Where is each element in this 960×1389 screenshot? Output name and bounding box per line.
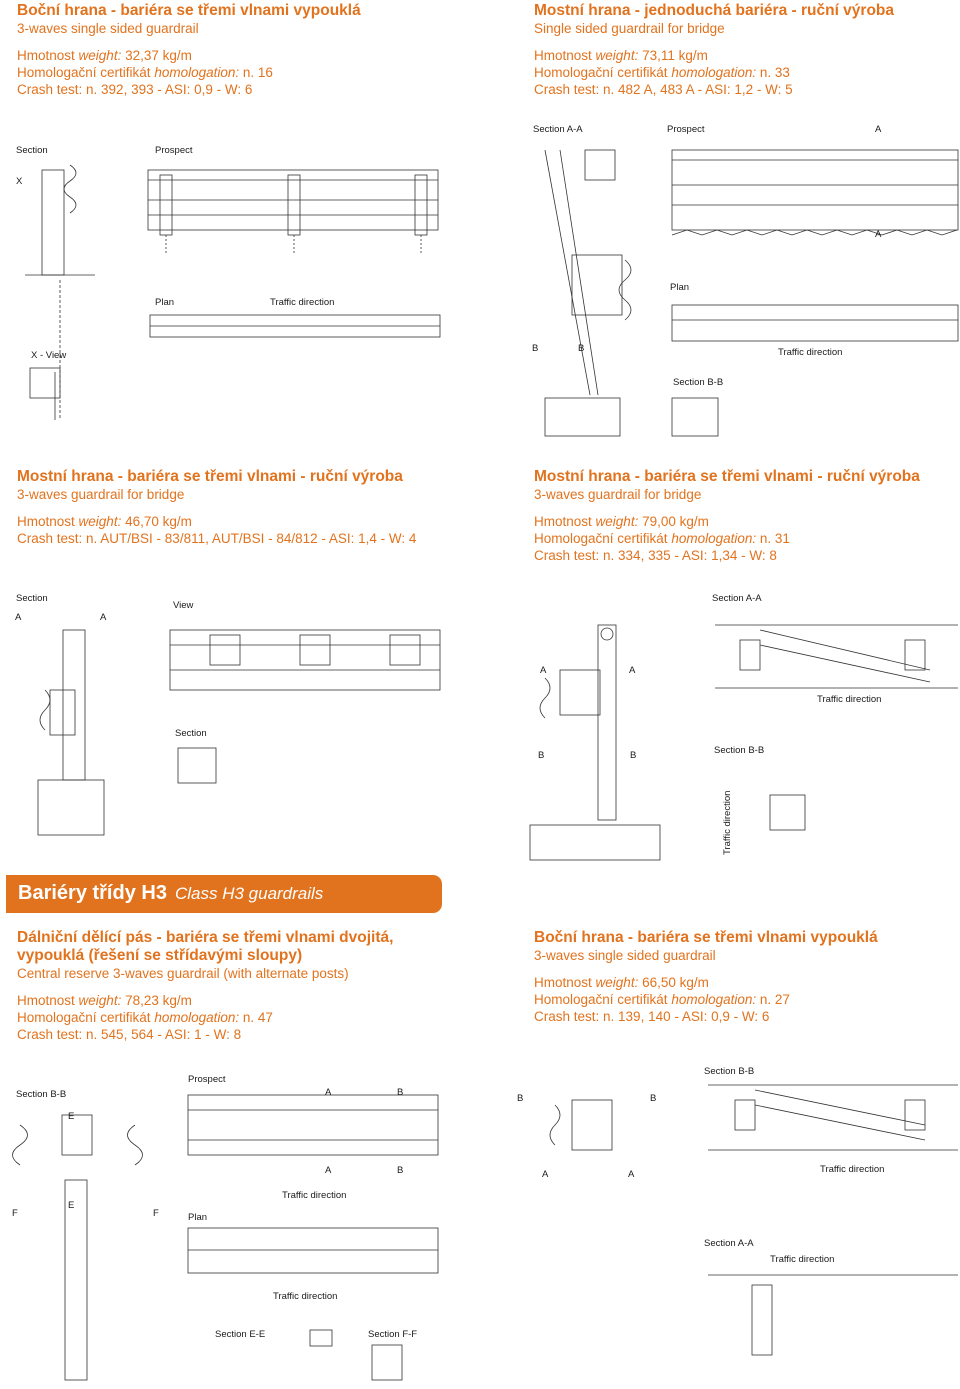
- drawing-4: [530, 625, 958, 860]
- spec-weight: Hmotnost weight: 46,70 kg/m: [17, 514, 192, 529]
- label-traffic-direction: Traffic direction: [282, 1190, 347, 1201]
- label-prospect: Prospect: [188, 1074, 226, 1085]
- spec-weight: Hmotnost weight: 66,50 kg/m: [534, 975, 709, 990]
- label-a: A: [542, 1169, 549, 1180]
- label-view: View: [173, 600, 194, 611]
- product-title: Mostní hrana - bariéra se třemi vlnami - ruční výroba: [534, 468, 920, 485]
- label-e: E: [68, 1200, 75, 1211]
- product-title: Mostní hrana - jednoduchá bariéra - ruční výroba: [534, 2, 895, 19]
- label-b: B: [630, 750, 637, 761]
- spec-crash-test: Crash test: n. 139, 140 - ASI: 0,9 - W: 6: [534, 1009, 770, 1024]
- label-traffic-direction: Traffic direction: [778, 347, 843, 358]
- label-plan: Plan: [188, 1212, 208, 1223]
- label-f: F: [153, 1208, 159, 1219]
- label-traffic-direction: Traffic direction: [817, 694, 882, 705]
- product-title: Mostní hrana - bariéra se třemi vlnami - ruční výroba: [17, 468, 403, 485]
- label-b: B: [650, 1093, 657, 1104]
- drawing-2: [545, 150, 958, 436]
- label-section-ee: Section E-E: [215, 1329, 266, 1340]
- label-prospect: Prospect: [667, 124, 705, 135]
- label-section: Section: [16, 593, 48, 604]
- label-a: A: [100, 612, 107, 623]
- spec-crash-test: Crash test: n. 392, 393 - ASI: 0,9 - W: 6: [17, 82, 253, 97]
- product-subtitle: 3-waves single sided guardrail: [534, 948, 716, 963]
- spec-crash-test: Crash test: n. 482 A, 483 A - ASI: 1,2 - W: 5: [534, 82, 793, 97]
- label-a: A: [628, 1169, 635, 1180]
- label-a: A: [629, 665, 636, 676]
- banner-title-cz: Bariéry třídy H3: [18, 882, 167, 904]
- label-b: B: [397, 1165, 404, 1176]
- label-section: Section: [175, 728, 207, 739]
- label-section-bb: Section B-B: [704, 1066, 755, 1077]
- label-traffic-direction: Traffic direction: [770, 1254, 835, 1265]
- product-subtitle: Central reserve 3-waves guardrail (with alternate posts): [17, 966, 349, 981]
- label-section: Section: [16, 145, 48, 156]
- label-traffic-direction: Traffic direction: [270, 297, 335, 308]
- label-b: B: [517, 1093, 524, 1104]
- spec-homologation: Homologační certifikát homologation: n. 47: [17, 1010, 273, 1025]
- drawing-3: [38, 630, 440, 835]
- label-section-ff: Section F-F: [368, 1329, 418, 1340]
- label-a: A: [325, 1087, 332, 1098]
- label-x-view: X - View: [31, 350, 67, 361]
- spec-weight: Hmotnost weight: 73,11 kg/m: [534, 48, 708, 63]
- label-section-bb: Section B-B: [673, 377, 724, 388]
- spec-crash-test: Crash test: n. AUT/BSI - 83/811, AUT/BSI - 84/812 - ASI: 1,4 - W: 4: [17, 531, 417, 546]
- label-e: E: [68, 1111, 75, 1122]
- label-section-aa: Section A-A: [533, 124, 583, 135]
- label-section-aa: Section A-A: [712, 593, 762, 604]
- drawing-1: [25, 165, 440, 420]
- spec-weight: Hmotnost weight: 32,37 kg/m: [17, 48, 192, 63]
- label-x: X: [16, 176, 23, 187]
- product-subtitle: 3-waves guardrail for bridge: [534, 487, 702, 502]
- spec-weight: Hmotnost weight: 79,00 kg/m: [534, 514, 709, 529]
- label-b: B: [578, 343, 585, 354]
- spec-weight: Hmotnost weight: 78,23 kg/m: [17, 993, 192, 1008]
- label-section-aa: Section A-A: [704, 1238, 754, 1249]
- label-plan: Plan: [670, 282, 690, 293]
- label-section-bb: Section B-B: [714, 745, 765, 756]
- product-title: Dálniční dělící pás - bariéra se třemi vlnami dvojitá, vypouklá (řešení se střídavými sloupy): [17, 929, 394, 964]
- label-a: A: [875, 124, 882, 135]
- label-a: A: [325, 1165, 332, 1176]
- product-title: Boční hrana - bariéra se třemi vlnami vypouklá: [534, 929, 878, 946]
- product-title: Boční hrana - bariéra se třemi vlnami vypouklá: [17, 2, 361, 19]
- label-plan: Plan: [155, 297, 175, 308]
- product-subtitle: 3-waves single sided guardrail: [17, 21, 199, 36]
- label-prospect: Prospect: [155, 145, 193, 156]
- label-traffic-direction-vertical: Traffic direction: [722, 790, 733, 855]
- spec-homologation: Homologační certifikát homologation: n. 27: [534, 992, 790, 1007]
- label-b: B: [532, 343, 539, 354]
- spec-homologation: Homologační certifikát homologation: n. 33: [534, 65, 790, 80]
- label-b: B: [538, 750, 545, 761]
- label-b: B: [397, 1087, 404, 1098]
- spec-homologation: Homologační certifikát homologation: n. 16: [17, 65, 273, 80]
- spec-homologation: Homologační certifikát homologation: n. 31: [534, 531, 790, 546]
- spec-crash-test: Crash test: n. 545, 564 - ASI: 1 - W: 8: [17, 1027, 242, 1042]
- label-traffic-direction: Traffic direction: [273, 1291, 338, 1302]
- label-traffic-direction: Traffic direction: [820, 1164, 885, 1175]
- drawing-6: [550, 1085, 958, 1355]
- banner-title-en: Class H3 guardrails: [174, 884, 324, 903]
- label-f: F: [12, 1208, 18, 1219]
- label-a: A: [540, 665, 547, 676]
- spec-crash-test: Crash test: n. 334, 335 - ASI: 1,34 - W: 8: [534, 548, 777, 563]
- label-a: A: [15, 612, 22, 623]
- label-a: A: [875, 229, 882, 240]
- label-section-bb: Section B-B: [16, 1089, 67, 1100]
- product-subtitle: Single sided guardrail for bridge: [534, 21, 725, 36]
- product-subtitle: 3-waves guardrail for bridge: [17, 487, 185, 502]
